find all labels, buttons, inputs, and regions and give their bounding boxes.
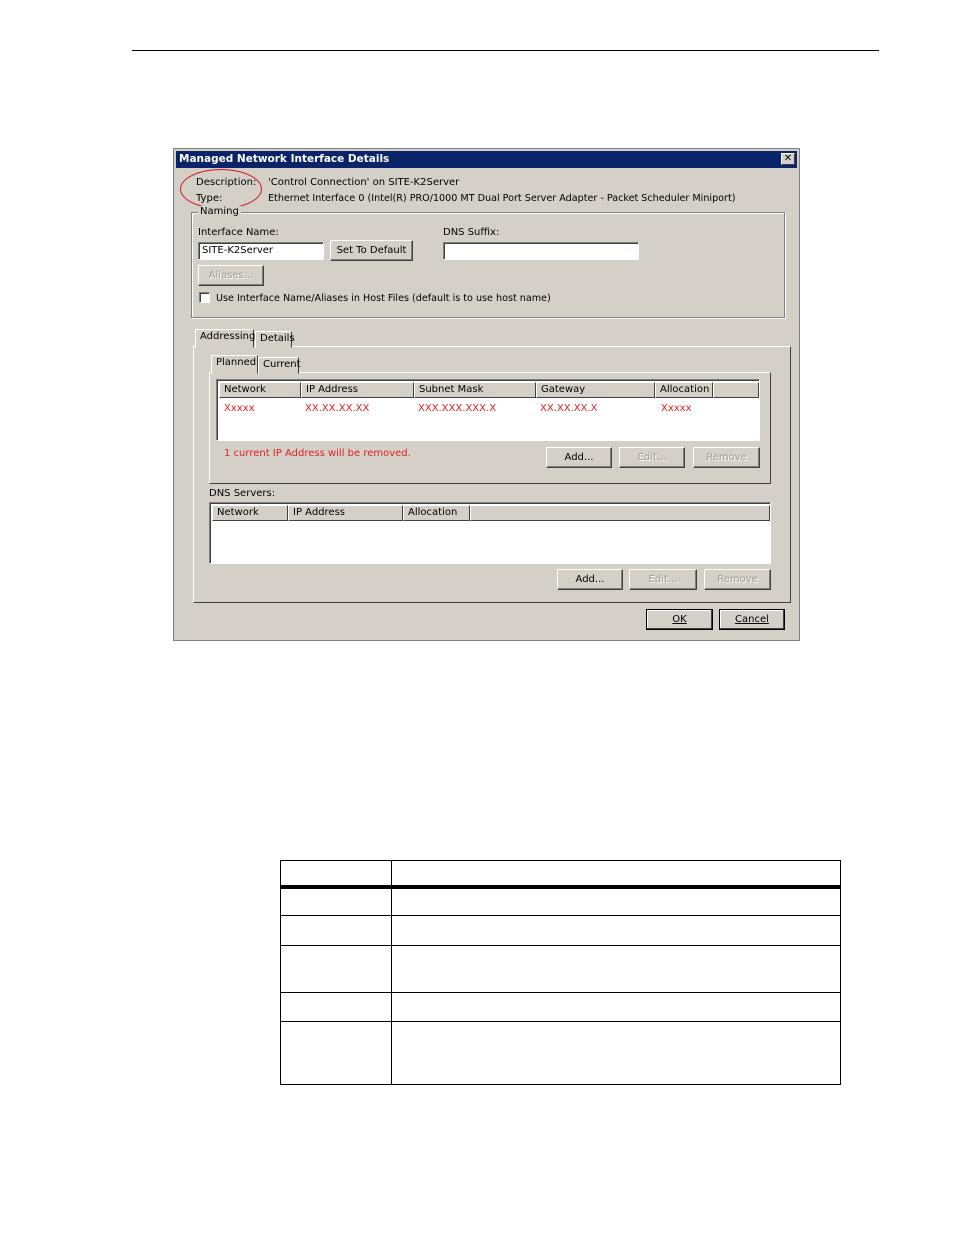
table-cell (392, 915, 841, 945)
dialog-titlebar (176, 151, 797, 168)
dns-col-network[interactable]: Network (212, 505, 288, 521)
dns-edit-button[interactable]: Edit... (629, 569, 697, 590)
ip-removal-warning: 1 current IP Address will be removed. (224, 448, 411, 459)
dns-servers-label: DNS Servers: (209, 488, 276, 499)
table-cell (281, 887, 392, 915)
aliases-button[interactable]: Aliases... (198, 265, 264, 286)
ip-col-allocation[interactable]: Allocation (655, 382, 713, 398)
ip-row-network[interactable]: Xxxxx (224, 403, 255, 414)
table-cell (392, 861, 841, 888)
table-cell (392, 1021, 841, 1084)
dns-servers-list[interactable] (209, 502, 771, 564)
ip-address-list[interactable] (216, 379, 760, 441)
annotation-oval (180, 169, 262, 209)
interface-name-input[interactable]: SITE-K2Server (198, 242, 324, 260)
naming-group-label: Naming (200, 206, 239, 217)
table-cell (392, 945, 841, 992)
dns-suffix-input[interactable] (443, 242, 639, 260)
tab-planned[interactable]: Planned (211, 355, 258, 374)
tab-addressing[interactable]: Addressing (195, 329, 254, 348)
dns-add-button[interactable]: Add... (557, 569, 623, 590)
dns-col-filler (470, 505, 770, 521)
table-cell (281, 945, 392, 992)
ip-row-gateway[interactable]: XX.XX.XX.X (540, 403, 598, 414)
ip-edit-button[interactable]: Edit... (619, 447, 685, 468)
dns-suffix-label: DNS Suffix: (443, 227, 500, 238)
table-row (281, 992, 841, 1021)
ip-remove-button[interactable]: Remove (693, 447, 760, 468)
ip-row-subnet-mask[interactable]: XXX.XXX.XXX.X (418, 403, 497, 414)
dns-col-allocation[interactable]: Allocation (403, 505, 470, 521)
table-row (281, 915, 841, 945)
cancel-button[interactable]: Cancel (719, 609, 785, 630)
table-cell (281, 915, 392, 945)
ip-col-filler (713, 382, 759, 398)
ip-row-allocation[interactable]: Xxxxx (661, 403, 692, 414)
ip-add-button[interactable]: Add... (546, 447, 612, 468)
table-cell (281, 861, 392, 888)
ip-row-ip-address[interactable]: XX.XX.XX.XX (305, 403, 370, 414)
ok-button[interactable]: OK (646, 609, 713, 630)
table-row (281, 1021, 841, 1084)
description-value: 'Control Connection' on SITE-K2Server (268, 177, 460, 188)
use-interface-name-checkbox[interactable] (199, 292, 210, 303)
page-header-rule (132, 50, 879, 51)
close-icon[interactable]: ✕ (781, 153, 795, 165)
type-label: Type: (196, 193, 223, 204)
ip-col-network[interactable]: Network (219, 382, 301, 398)
ip-col-subnet-mask[interactable]: Subnet Mask (414, 382, 536, 398)
ip-col-gateway[interactable]: Gateway (536, 382, 655, 398)
table-cell (392, 992, 841, 1021)
tab-current[interactable]: Current (258, 357, 299, 374)
ip-col-ip-address[interactable]: IP Address (301, 382, 414, 398)
dns-remove-button[interactable]: Remove (704, 569, 771, 590)
tab-details[interactable]: Details (255, 331, 292, 348)
use-interface-name-label: Use Interface Name/Aliases in Host Files (default is to use host name) (216, 293, 551, 304)
table-cell (281, 1021, 392, 1084)
dialog-title: Managed Network Interface Details (179, 153, 390, 165)
document-table (280, 860, 841, 1085)
table-row (281, 887, 841, 915)
interface-name-label: Interface Name: (198, 227, 279, 238)
table-cell (392, 887, 841, 915)
table-cell (281, 992, 392, 1021)
set-to-default-button[interactable]: Set To Default (330, 240, 413, 261)
description-label: Description: (196, 177, 257, 188)
table-header-row (281, 861, 841, 888)
table-row (281, 945, 841, 992)
dns-col-ip-address[interactable]: IP Address (288, 505, 403, 521)
type-value: Ethernet Interface 0 (Intel(R) PRO/1000 MT Dual Port Server Adapter - Packet Scheduler Miniport) (268, 193, 736, 204)
